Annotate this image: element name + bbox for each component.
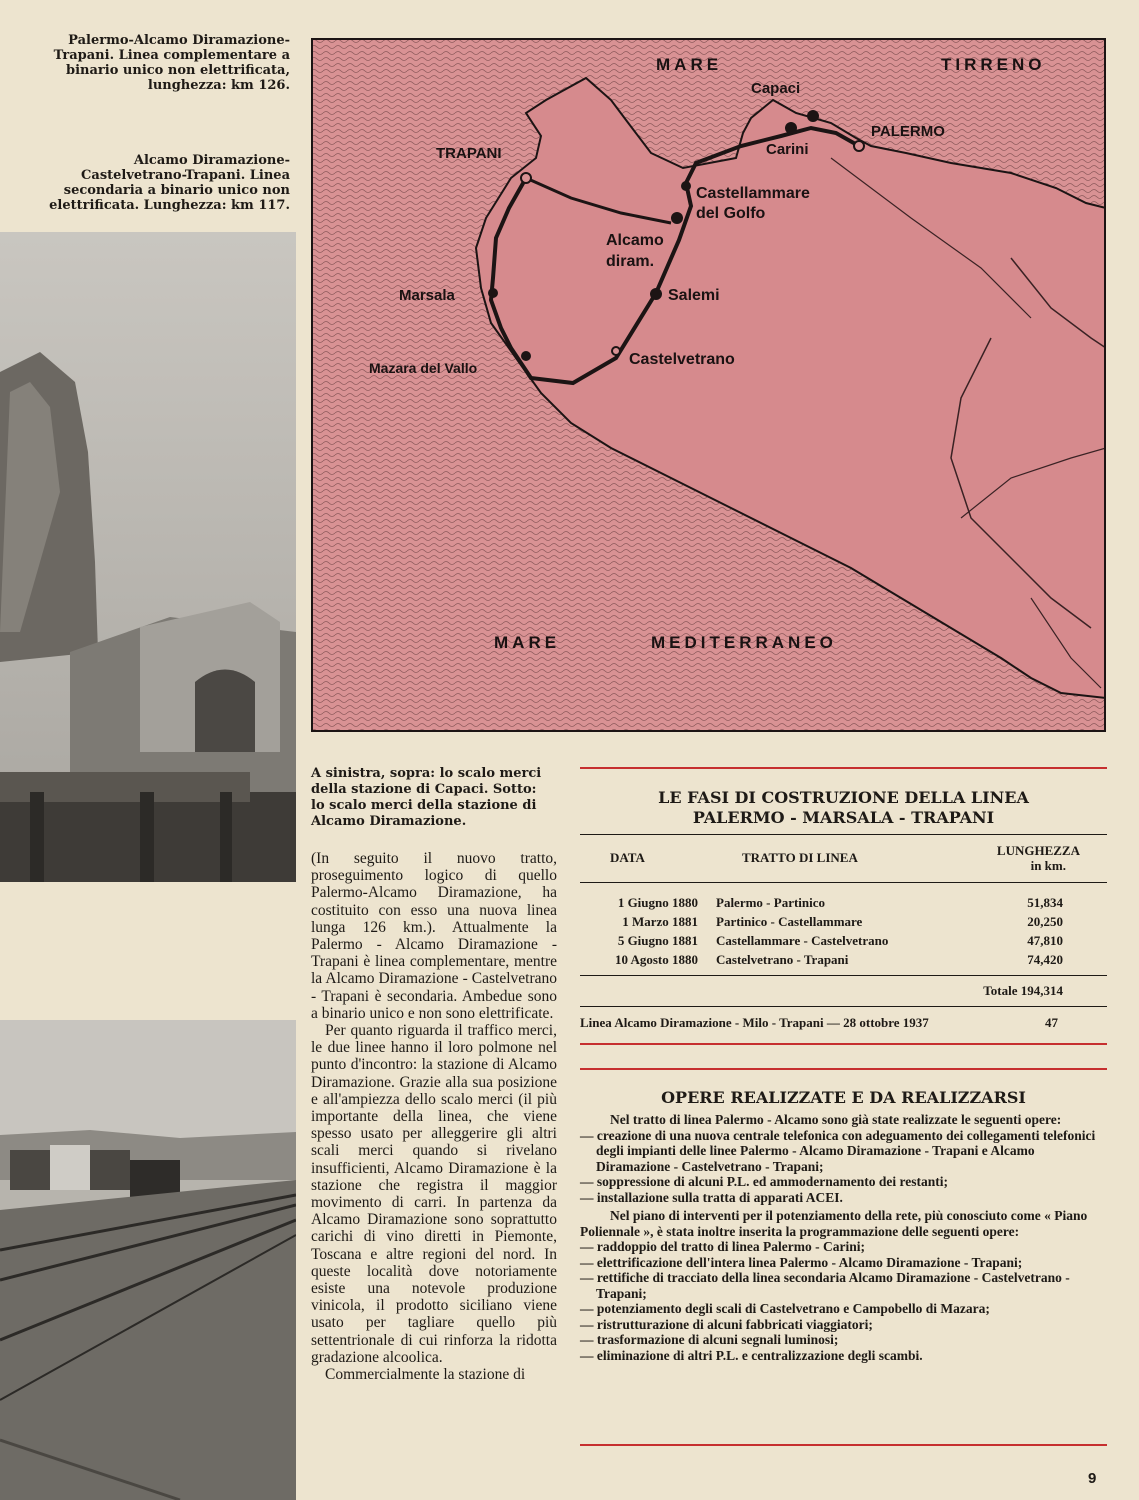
opere-content [580, 1112, 1100, 1363]
table-row [580, 931, 1063, 950]
label-salemi: Salemi [668, 287, 720, 304]
row-tratto: Castellammare - Castelvetrano [716, 932, 889, 948]
photo-capaci-drawing [0, 232, 296, 882]
table-header-divider [580, 834, 1107, 835]
list-item: — elettrificazione dell'intera linea Palermo - Alcamo Diramazione - Trapani; [580, 1255, 1100, 1271]
railway-map [311, 38, 1106, 732]
list-item: — creazione di una nuova centrale telefonica con adeguamento dei collegamenti telefonici degli impianti delle linee Palermo - Alcamo Diramazione - Trapani e Alcamo Diramazione - Castelvetrano - Trapani; [580, 1128, 1100, 1175]
opere-intro-2: Nel piano di interventi per il potenziamento della rete, più conosciuto come « Piano Poliennale », è stata inoltre inserita la programmazione delle seguenti opere: [580, 1208, 1088, 1239]
header-lunghezza: LUNGHEZZA [996, 843, 1080, 858]
list-item: — eliminazione di altri P.L. e centralizzazione degli scambi. [580, 1348, 1100, 1364]
table-title-1: LE FASI DI COSTRUZIONE DELLA LINEA [658, 788, 1029, 807]
row-tratto: Palermo - Partinico [716, 894, 826, 910]
row-km: 20,250 [1027, 913, 1063, 929]
label-mazara: Mazara del Vallo [369, 360, 478, 376]
row-date: 5 Giugno 1881 [617, 932, 698, 948]
row-tratto: Partinico - Castellammare [716, 913, 863, 929]
caption-photos: A sinistra, sopra: lo scalo merci della stazione di Capaci. Sotto: lo scalo merci della stazione di Alcamo Diramazione. [311, 766, 542, 829]
header-tratto: TRATTO DI LINEA [742, 850, 858, 865]
header-lunghezza-unit: in km. [1030, 858, 1066, 873]
label-carini: Carini [766, 141, 809, 158]
label-alcamo-1: Alcamo [606, 232, 664, 249]
row-km: 51,834 [1027, 894, 1063, 910]
rule-opere-bottom [580, 1444, 1107, 1446]
total-value: 194,314 [1020, 983, 1063, 998]
table-extra-divider [580, 1006, 1107, 1007]
rule-table-bottom [580, 1043, 1107, 1045]
label-castelvetrano: Castelvetrano [629, 351, 735, 368]
article-paragraph-2: Per quanto riguarda il traffico merci, le due linee hanno il loro polmone nel punto d'incontro: la stazione di Alcamo Diramazione. Grazie alla sua posizione e all'ampiezza dello scalo merci (il più importante della linea, che viene spesso usato per alleggerire gli altri scali merci quando si rivelano insufficienti, Alcamo Diramazione è la stazione che registra il maggior movimento di carri. In partenza da Alcamo Diramazione sono soprattutto carichi di vino diretti in Piemonte, Toscana e altre regioni del nord. In queste località dove notoriamente esiste una notevole produzione vinicola, il prodotto siciliano viene usato per tagliare quello più settentrionale di cui rinforza la ridotta gradazione alcoolica. [311, 1022, 557, 1366]
label-marsala: Marsala [399, 287, 455, 304]
list-item: — soppressione di alcuni P.L. ed ammodernamento dei restanti; [580, 1174, 1100, 1190]
map-svg [311, 38, 1106, 732]
table-extra-line: Linea Alcamo Diramazione - Milo - Trapani — 28 ottobre 1937 [580, 1015, 929, 1030]
table-extra-km: 47 [1045, 1015, 1058, 1030]
table-row [580, 950, 1063, 969]
label-tirreno: TIRRENO [941, 55, 1046, 74]
row-tratto: Castelvetrano - Trapani [716, 951, 849, 967]
label-alcamo-2: diram. [606, 253, 655, 270]
row-km: 74,420 [1027, 951, 1063, 967]
table-total-divider [580, 975, 1107, 976]
article-body [311, 850, 557, 1383]
table-title-2: PALERMO - MARSALA - TRAPANI [692, 808, 995, 827]
header-data: DATA [610, 850, 645, 865]
total-label: Totale [983, 983, 1018, 998]
opere-list-2 [580, 1239, 1100, 1363]
table-row [580, 893, 1063, 912]
label-mediterraneo: MEDITERRANEO [651, 633, 837, 652]
label-trapani: TRAPANI [436, 145, 502, 162]
article-paragraph-1: (In seguito il nuovo tratto, proseguimento logico di quello Palermo-Alcamo Diramazione, ha costituito con esso una nuova linea lunga 126 km.). Attualmente la Palermo - Alcamo Diramazione - Trapani è linea complementare, mentre la Alcamo Diramazione - Castelvetrano - Trapani è secondaria. Ambedue sono a binario unico e non sono elettrificate. [311, 850, 557, 1022]
label-castellammare-1: Castellammare [696, 185, 810, 202]
row-date: 1 Marzo 1881 [622, 913, 698, 929]
label-palermo: PALERMO [871, 123, 945, 140]
list-item: — potenziamento degli scali di Castelvetrano e Campobello di Mazara; [580, 1301, 1100, 1317]
list-item: — raddoppio del tratto di linea Palermo - Carini; [580, 1239, 1100, 1255]
table-body-divider [580, 882, 1107, 883]
construction-rows [580, 893, 1063, 969]
list-item: — installazione sulla tratta di apparati ACEI. [580, 1190, 1100, 1206]
label-mare-north: MARE [656, 55, 723, 74]
list-item: — rettifiche di tracciato della linea secondaria Alcamo Diramazione - Castelvetrano - Trapani; [580, 1270, 1100, 1301]
list-item: — ristrutturazione di alcuni fabbricati viaggiatori; [580, 1317, 1100, 1333]
row-date: 10 Agosto 1880 [614, 951, 698, 967]
opere-intro-1: Nel tratto di linea Palermo - Alcamo sono già state realizzate le seguenti opere: [610, 1112, 1062, 1127]
rule-table-top [580, 767, 1107, 769]
label-mare-south: MARE [494, 633, 561, 652]
label-capaci: Capaci [751, 80, 801, 97]
photo-alcamo-station [0, 1020, 296, 1500]
caption-line2: Alcamo Diramazione-Castelvetrano-Trapani. Linea secondaria a binario unico non elettrificata. Lunghezza: km 117. [49, 153, 290, 213]
opere-title: OPERE REALIZZATE E DA REALIZZARSI [661, 1088, 1026, 1107]
photo-capaci-station [0, 232, 296, 882]
opere-list-1 [580, 1128, 1100, 1206]
photo-alcamo-drawing [0, 1020, 296, 1500]
table-total [880, 983, 1063, 999]
label-castellammare-2: del Golfo [696, 205, 766, 222]
row-km: 47,810 [1027, 932, 1063, 948]
article-paragraph-3: Commercialmente la stazione di [325, 1366, 526, 1384]
rule-opere-top [580, 1068, 1107, 1070]
list-item: — trasformazione di alcuni segnali luminosi; [580, 1332, 1100, 1348]
row-date: 1 Giugno 1880 [617, 894, 698, 910]
caption-line1: Palermo-Alcamo Diramazione-Trapani. Linea complementare a binario unico non elettrificata, lunghezza: km 126. [53, 33, 290, 93]
table-row [580, 912, 1063, 931]
page-number: 9 [1088, 1470, 1097, 1487]
